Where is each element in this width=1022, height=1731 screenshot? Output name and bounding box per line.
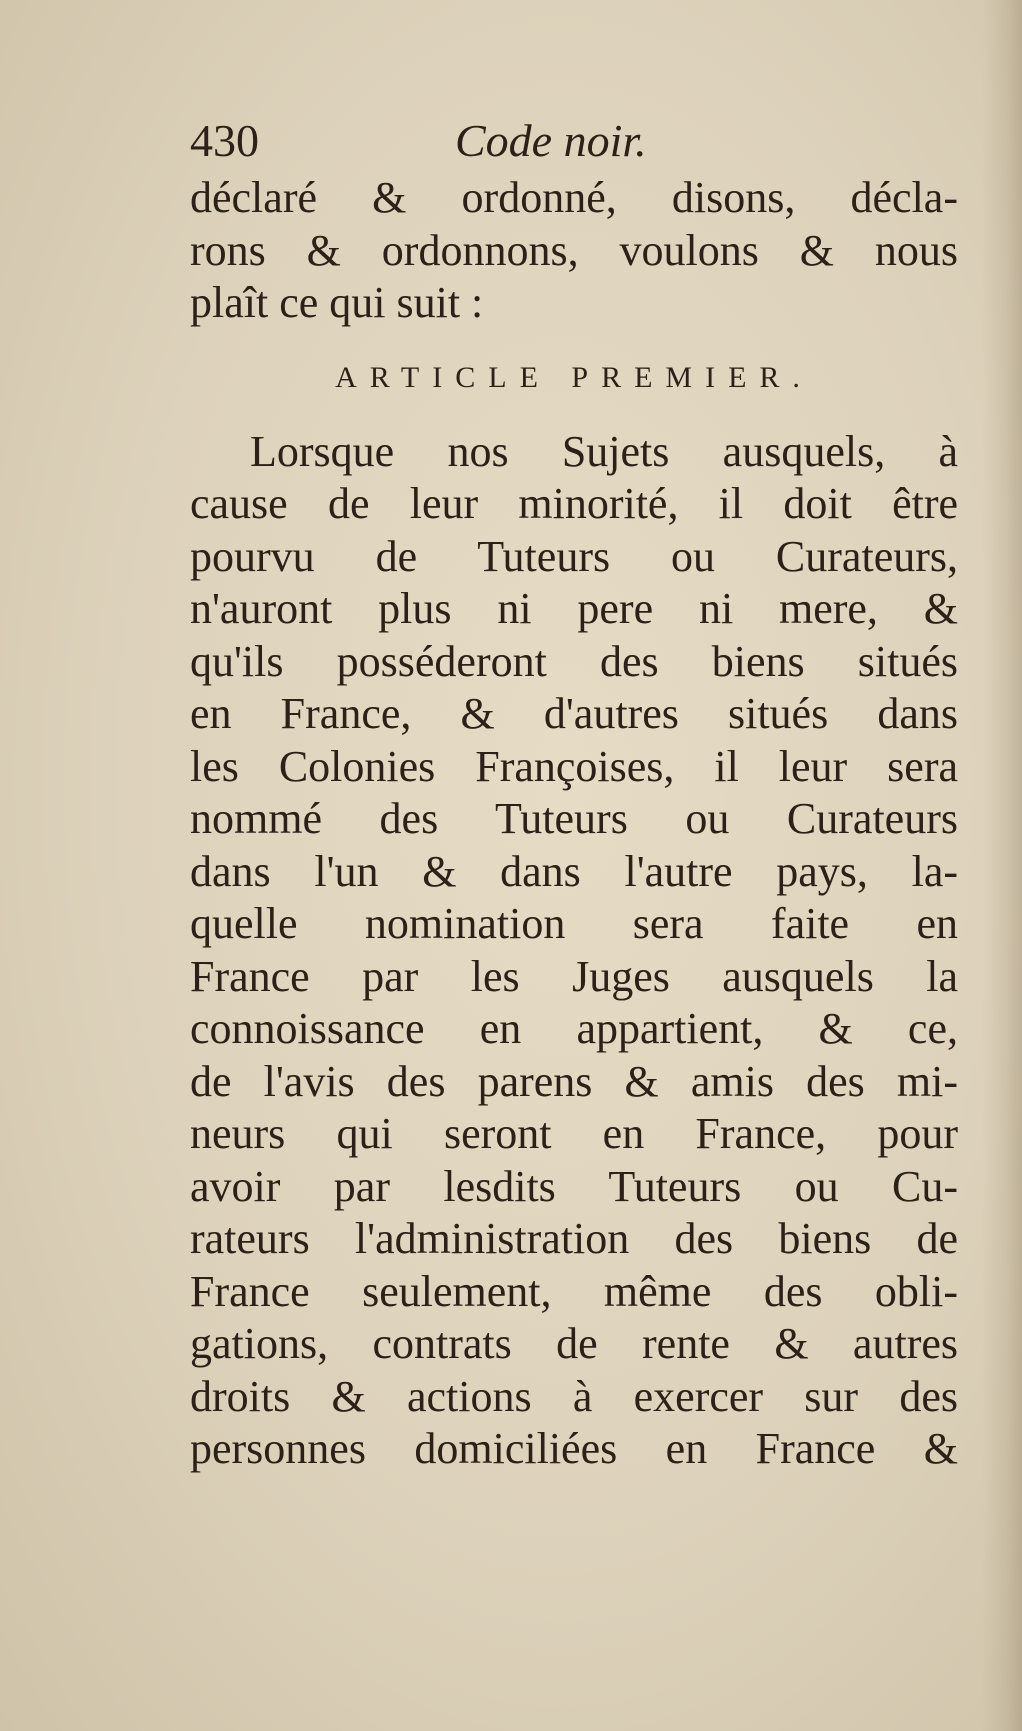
body-line: quelle nomination sera faite en [190,899,958,948]
body-line: de l'avis des parens & amis des mi- [190,1056,958,1106]
running-title: Code noir. [455,115,647,166]
body-line: connoissance en appartient, & ce, [190,1004,958,1053]
body-line: France seulement, même des obli- [190,1266,958,1316]
body-line: n'auront plus ni pere ni mere, & [190,584,958,633]
intro-line: rons & ordonnons, voulons & nous [190,225,958,275]
body-line: neurs qui seront en France, pour [190,1109,958,1158]
body-line: les Colonies Françoises, il leur sera [190,741,958,791]
page-edge-shadow [982,0,1022,1731]
page-number: 430 [190,115,259,166]
text-block [190,110,958,1476]
body-line: rateurs l'administration des biens de [190,1214,958,1263]
intro-line: plaît ce qui suit : [190,278,484,327]
body-line: France par les Juges ausquels la [190,951,958,1001]
page-header [190,110,958,172]
body-line: gations, contrats de rente & autres [190,1319,958,1368]
article-heading: ARTICLE PREMIER. [335,360,813,394]
body-line: Lorsque nos Sujets ausquels, à [250,426,958,476]
body-line: dans l'un & dans l'autre pays, la- [190,846,958,896]
body-line: qu'ils posséderont des biens situés [190,636,958,686]
body-line: avoir par lesdits Tuteurs ou Cu- [190,1161,958,1211]
body-line: personnes domiciliées en France & [190,1424,958,1473]
body-line: pourvu de Tuteurs ou Curateurs, [190,531,958,581]
intro-line: déclaré & ordonné, disons, décla- [190,173,958,222]
body-line: cause de leur minorité, il doit être [190,479,958,528]
body-line: en France, & d'autres situés dans [190,689,958,738]
body-line: nommé des Tuteurs ou Curateurs [190,794,958,843]
body-line: droits & actions à exercer sur des [190,1371,958,1421]
